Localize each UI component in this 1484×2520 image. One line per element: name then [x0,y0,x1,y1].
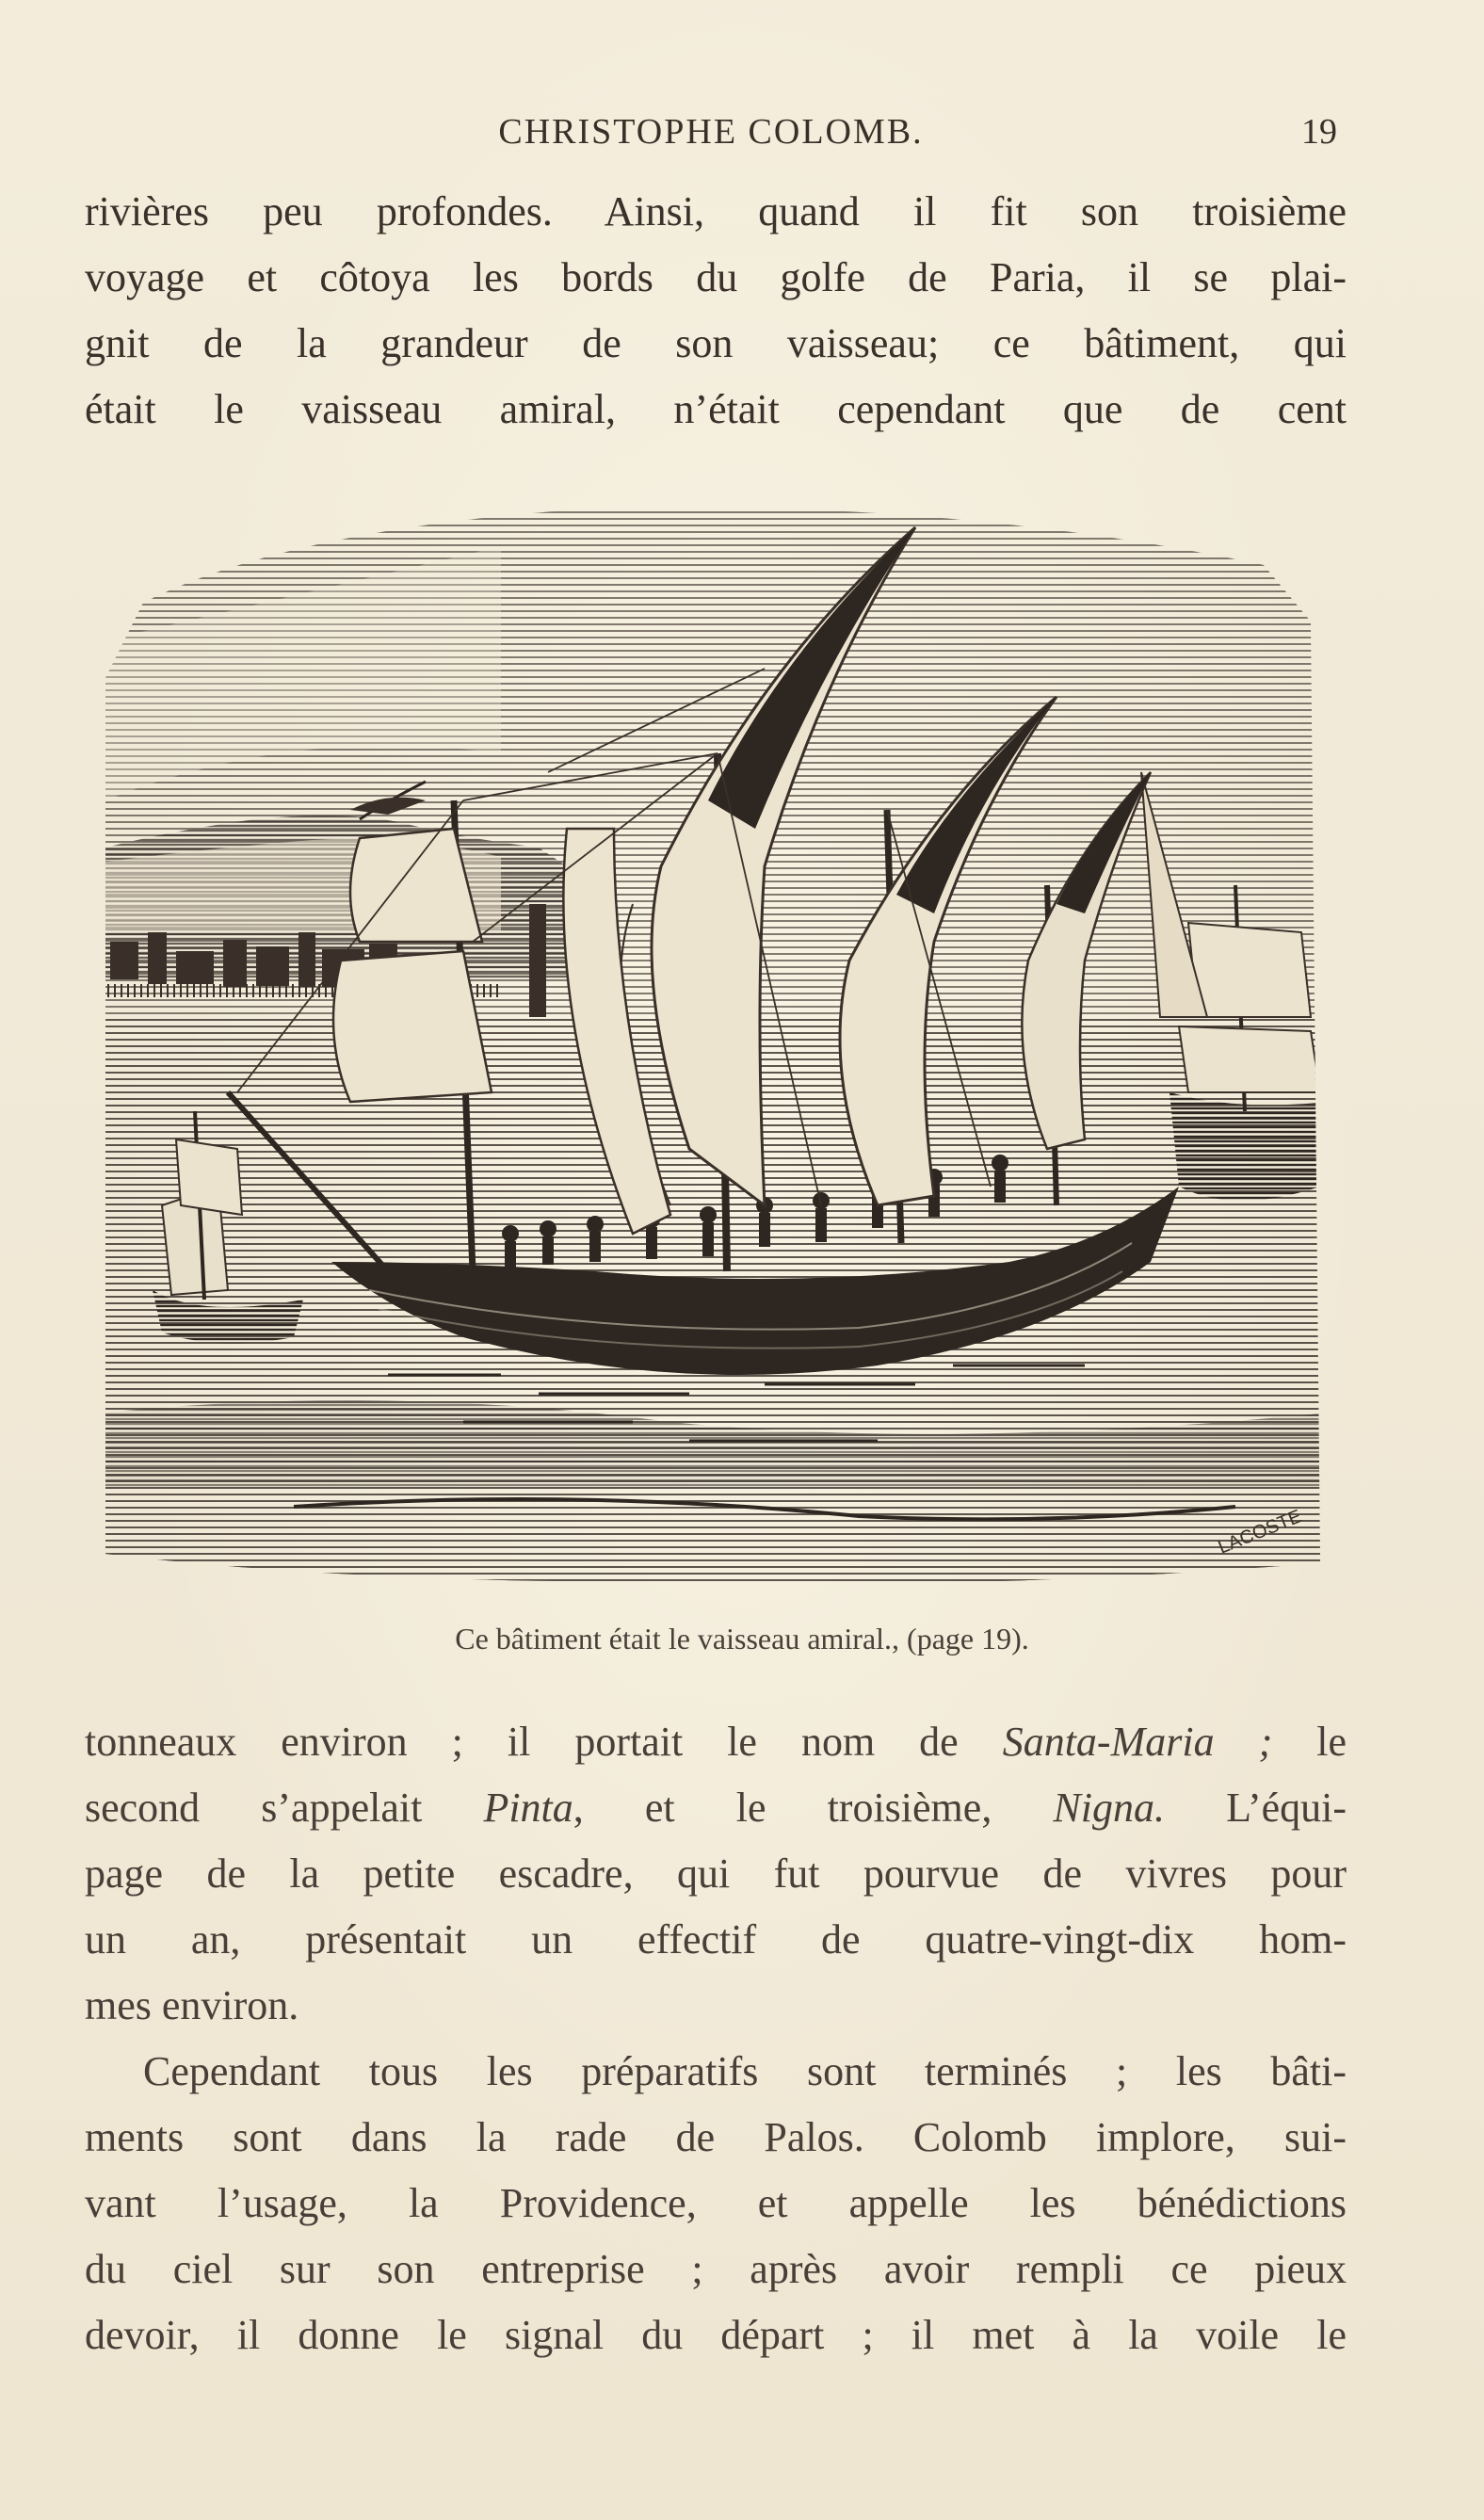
running-head [85,111,1337,158]
text-line: rivières peu profondes. Ainsi, quand il fit son troisième [85,188,1347,234]
text-line: voyage et côtoya les bords du golfe de Paria, il se plai- [85,254,1347,300]
text-fragment: , et le troisième, [573,1785,1054,1831]
text-line: vant l’usage, la Providence, et appelle les bénédictions [85,2180,1347,2226]
text-fragment: le [1272,1719,1347,1765]
ship-name-pinta: Pinta [483,1785,573,1831]
text-line: devoir, il donne le signal du départ ; il met à la voile le [85,2312,1347,2358]
illustration-caption: Ce bâtiment était le vaisseau amiral., (page 19). [455,1622,1029,1656]
text-fragment: second s’appelait [85,1785,484,1831]
text-line: était le vaisseau amiral, n’était cependant que de cent [85,386,1347,432]
ship-engraving [105,490,1330,1601]
text-fragment: L’équi- [1165,1785,1347,1831]
text-line: mes environ. [85,1982,299,2028]
paragraph-mid [85,1709,1347,2039]
text-line [85,1709,1347,1775]
text-line: gnit de la grandeur de son vaisseau; ce bâtiment, qui [85,320,1347,366]
ship-name-nigna: Nigna. [1053,1785,1165,1831]
running-title: CHRISTOPHE COLOMB. [498,112,924,152]
text-fragment: tonneaux environ ; il portait le nom de [85,1719,1003,1765]
text-line: ments sont dans la rade de Palos. Colomb implore, sui- [85,2114,1347,2160]
text-line: Cependant tous les préparatifs sont terminés ; les bâti- [143,2048,1347,2094]
ship-name-santa-maria: Santa-Maria ; [1002,1719,1273,1765]
text-line [85,1775,1347,1841]
page-number: 19 [1301,112,1337,152]
paragraph-bottom [85,2039,1347,2368]
paragraph-top [85,179,1347,443]
text-line: page de la petite escadre, qui fut pourvue de vivres pour [85,1850,1347,1897]
text-line: un an, présentait un effectif de quatre-vingt-dix hom- [85,1916,1347,1963]
engraver-signature: LACOSTE [1215,1506,1305,1559]
text-line: du ciel sur son entreprise ; après avoir rempli ce pieux [85,2246,1347,2292]
